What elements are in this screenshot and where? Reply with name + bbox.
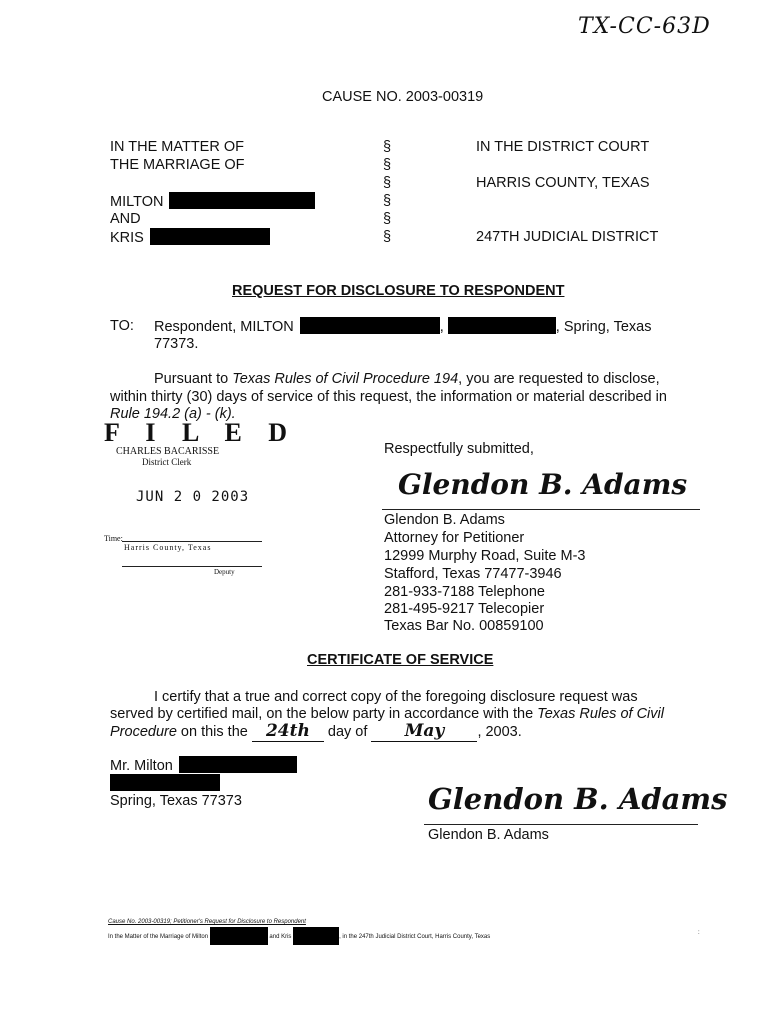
stamp-clerk-name: CHARLES BACARISSE [116, 446, 220, 457]
rule-citation: Texas Rules of Civil Procedure 194 [232, 371, 459, 387]
addressee-city: Spring, Texas 77373 [110, 793, 242, 809]
caption-left-1: IN THE MATTER OF [110, 139, 244, 155]
addressee-name [110, 756, 297, 775]
caption-left-5: KRIS [110, 230, 144, 246]
redaction-bar [293, 927, 339, 945]
certificate-text: on this the [176, 724, 252, 740]
section-mark: § [383, 157, 392, 173]
redaction-bar [150, 228, 270, 245]
section-mark: § [383, 139, 392, 155]
filed-stamp-title: F I L E D [104, 418, 298, 447]
certificate-text: served by certified mail, on the below party in accordance with the [110, 706, 538, 722]
to-prefix: Respondent, MILTON [154, 319, 294, 335]
body-line-2: within thirty (30) days of service of this request, the information or material described in [110, 389, 667, 405]
caption-left-2: THE MARRIAGE OF [110, 157, 245, 173]
caption-right-2: HARRIS COUNTY, TEXAS [476, 175, 650, 191]
attorney-line-3: 12999 Murphy Road, Suite M-3 [384, 548, 586, 564]
attorney-line-7: Texas Bar No. 00859100 [384, 618, 544, 634]
caption-right-1: IN THE DISTRICT COURT [476, 139, 650, 155]
redaction-bar [300, 317, 440, 334]
attorney-line-1: Glendon B. Adams [384, 512, 505, 528]
footer-text: and Kris [269, 934, 292, 940]
rule-citation: Texas Rules of Civil [537, 706, 664, 722]
addressee-street-redaction [110, 774, 220, 793]
certificate-line-3 [110, 722, 522, 742]
stamp-deputy: Deputy [214, 568, 235, 576]
certificate-signature-line [424, 824, 698, 825]
certificate-text: , 2003. [477, 724, 522, 740]
certificate-line-2 [110, 705, 664, 723]
signature-line [382, 509, 700, 510]
stamp-date: JUN 2 0 2003 [136, 489, 250, 505]
attorney-signature: Glendon B. Adams [398, 468, 688, 501]
rule-citation: Rule 194.2 (a) - (k). [110, 406, 236, 422]
footer-line-1: Cause No. 2003-00319; Petitioner's Request for Disclosure to Respondent [108, 919, 306, 925]
month-blank [371, 722, 477, 742]
handwritten-month: May [404, 721, 445, 741]
respectfully-submitted: Respectfully submitted, [384, 441, 534, 457]
footer-line-2 [108, 927, 490, 945]
stamp-clerk-title: District Clerk [142, 457, 192, 467]
handwritten-day: 24th [265, 721, 310, 741]
redaction-bar [210, 927, 268, 945]
body-text: , you are requested to disclose, [458, 371, 660, 387]
rule-citation: Procedure [110, 724, 177, 740]
stamp-time-label: Time: [104, 534, 123, 543]
certificate-text: day of [323, 724, 372, 740]
footer-page-mark: : [698, 930, 700, 936]
attorney-line-2: Attorney for Petitioner [384, 530, 525, 546]
certificate-title: CERTIFICATE OF SERVICE [307, 652, 494, 668]
to-line [154, 317, 651, 336]
caption-left-3: MILTON [110, 194, 164, 210]
caption-party-1 [110, 192, 315, 211]
certificate-signer: Glendon B. Adams [428, 827, 549, 843]
section-mark: § [383, 229, 392, 245]
certificate-signature: Glendon B. Adams [428, 782, 728, 816]
document-title: REQUEST FOR DISCLOSURE TO RESPONDENT [232, 283, 565, 299]
redaction-bar [179, 756, 297, 773]
addressee-name-text: Mr. Milton [110, 758, 173, 774]
redaction-bar [169, 192, 315, 209]
attorney-line-5: 281-933-7188 Telephone [384, 584, 545, 600]
attorney-line-4: Stafford, Texas 77477-3946 [384, 566, 562, 582]
redaction-bar [110, 774, 220, 791]
body-line-1 [154, 370, 660, 388]
day-blank [252, 722, 324, 742]
caption-right-3: 247TH JUDICIAL DISTRICT [476, 229, 659, 245]
caption-left-4: AND [110, 211, 141, 227]
caption-party-2 [110, 228, 270, 247]
section-mark: § [383, 193, 392, 209]
footer-text: In the Matter of the Marriage of Milton [108, 934, 209, 940]
corner-code: TX-CC-63D [578, 14, 711, 39]
to-comma: , [439, 319, 444, 335]
to-city: , Spring, Texas [555, 319, 652, 335]
to-zip: 77373. [154, 336, 199, 352]
to-label: TO: [110, 318, 134, 334]
body-text: Pursuant to [154, 371, 233, 387]
footer-text: , in the 247th Judicial District Court, Harris County, Texas [339, 934, 491, 940]
attorney-line-6: 281-495-9217 Telecopier [384, 601, 545, 617]
redaction-bar [448, 317, 556, 334]
cause-number: CAUSE NO. 2003-00319 [322, 89, 484, 105]
section-mark: § [383, 175, 392, 191]
stamp-time-line [122, 541, 262, 542]
section-mark: § [383, 211, 392, 227]
stamp-deputy-line [122, 566, 262, 567]
stamp-county: Harris County, Texas [124, 543, 212, 552]
certificate-line-1: I certify that a true and correct copy of the foregoing disclosure request was [154, 689, 638, 705]
